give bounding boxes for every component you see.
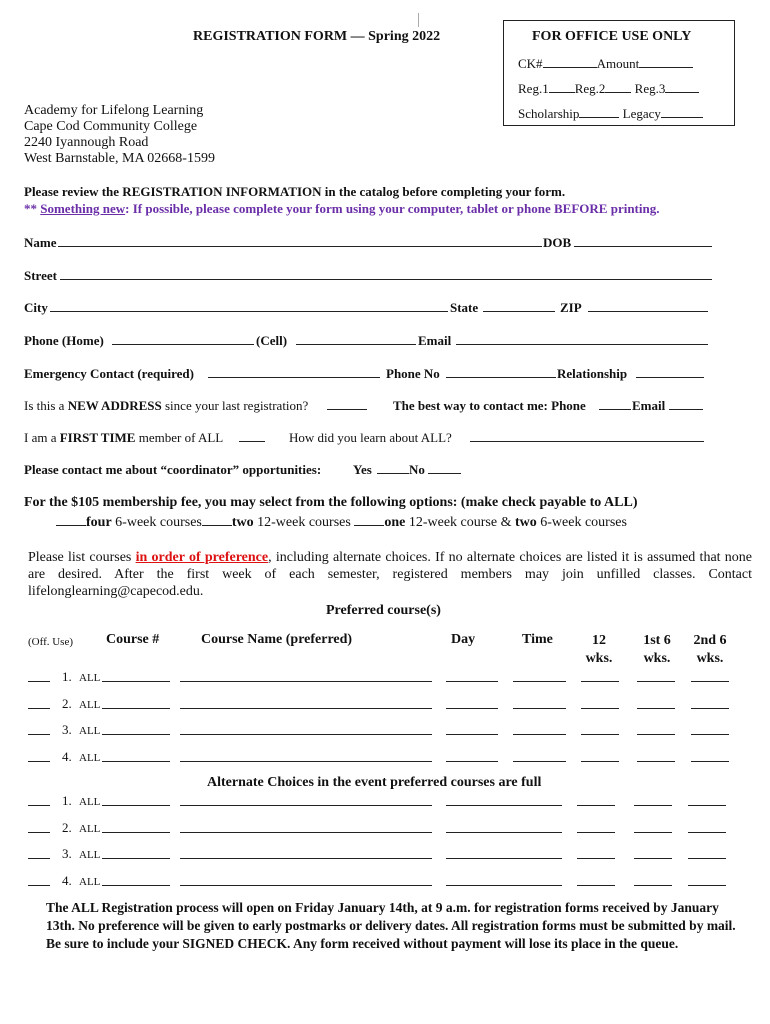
day-field[interactable] <box>446 805 498 806</box>
new-address-question: Is this a NEW ADDRESS since your last registration? <box>24 398 309 413</box>
twelve-week-field[interactable] <box>581 681 619 682</box>
table-row <box>0 695 770 715</box>
new-address-field[interactable] <box>327 409 367 410</box>
course-number-field[interactable] <box>102 681 170 682</box>
office-ck-line: CK# Amount <box>518 55 693 72</box>
second-six-week-field[interactable] <box>691 761 729 762</box>
course-prefix: ALL <box>79 751 101 764</box>
row-number: 2. <box>62 819 72 835</box>
course-name-field[interactable] <box>180 885 432 886</box>
cell-label: (Cell) <box>256 333 288 348</box>
col-time-header: Time <box>522 632 553 647</box>
office-use-field[interactable] <box>28 858 50 859</box>
first-six-week-field[interactable] <box>634 858 672 859</box>
day-field[interactable] <box>446 734 498 735</box>
option-two-field[interactable] <box>202 513 232 526</box>
col-offuse-header: (Off. Use) <box>28 636 74 648</box>
col-12wks-header: 12 wks. <box>585 633 613 666</box>
option-four-field[interactable] <box>56 513 86 526</box>
row-number: 3. <box>62 722 72 737</box>
office-use-field[interactable] <box>28 805 50 806</box>
first-time-question: I am a FIRST TIME member of ALL <box>24 430 224 445</box>
org-line: Cape Cod Community College <box>24 119 198 134</box>
second-six-week-field[interactable] <box>688 885 726 886</box>
course-name-field[interactable] <box>180 708 432 709</box>
coordinator-no-field[interactable] <box>428 473 461 474</box>
course-prefix: ALL <box>79 698 101 711</box>
best-contact-email-field[interactable] <box>669 409 703 410</box>
option-one-field[interactable] <box>354 513 384 526</box>
table-row <box>0 819 770 839</box>
course-name-field[interactable] <box>180 858 432 859</box>
review-notice: Please review the REGISTRATION INFORMATION in the catalog before completing your form. <box>24 184 566 199</box>
learn-about-question: How did you learn about ALL? <box>289 430 452 445</box>
table-row <box>0 792 770 812</box>
emergency-phone-field[interactable] <box>446 377 556 378</box>
best-contact-email-label: Email <box>632 398 666 413</box>
coordinator-question: Please contact me about “coordinator” opportunities: <box>24 462 322 477</box>
first-six-week-field[interactable] <box>637 708 675 709</box>
office-use-field[interactable] <box>28 708 50 709</box>
col-2nd6-header: 2nd 6 wks. <box>693 633 727 666</box>
row-number: 4. <box>62 872 72 888</box>
day-field[interactable] <box>446 761 498 762</box>
org-line: 2240 Iyannough Road <box>24 135 149 150</box>
table-row <box>0 748 770 768</box>
membership-options: four 6-week courses two 12-week courses one 12-week course & two 6-week courses <box>56 513 627 531</box>
first-six-week-field[interactable] <box>634 805 672 806</box>
time-field[interactable] <box>513 734 566 735</box>
email-field[interactable] <box>456 344 708 345</box>
office-use-box <box>503 20 735 126</box>
org-line: West Barnstable, MA 02668-1599 <box>24 151 215 166</box>
row-number: 3. <box>62 846 72 861</box>
time-field[interactable] <box>494 805 562 806</box>
table-row <box>0 721 770 741</box>
coordinator-no-label: No <box>409 462 425 477</box>
something-new-notice: ** Something new: If possible, please complete your form using your computer, tablet or phone BEFORE printing. <box>24 201 660 216</box>
day-field[interactable] <box>446 858 498 859</box>
first-six-week-field[interactable] <box>637 734 675 735</box>
scan-mark <box>418 13 419 27</box>
course-prefix: ALL <box>79 796 101 808</box>
zip-field[interactable] <box>588 311 708 312</box>
table-row <box>0 668 770 688</box>
col-name-header: Course Name (preferred) <box>201 632 353 647</box>
second-six-week-field[interactable] <box>691 681 729 682</box>
preferred-courses-title: Preferred course(s) <box>326 603 441 618</box>
col-day-header: Day <box>451 632 476 647</box>
name-field[interactable] <box>58 246 542 247</box>
course-number-field[interactable] <box>102 761 170 762</box>
city-field[interactable] <box>50 311 448 312</box>
best-contact-phone-field[interactable] <box>599 409 631 410</box>
col-1st6-header: 1st 6 wks. <box>643 633 671 666</box>
relationship-label: Relationship <box>557 366 628 381</box>
twelve-week-field[interactable] <box>581 708 619 709</box>
time-field[interactable] <box>513 708 566 709</box>
street-label: Street <box>24 268 57 283</box>
phone-no-label: Phone No <box>386 366 440 381</box>
twelve-week-field[interactable] <box>577 832 615 833</box>
course-name-field[interactable] <box>180 681 432 682</box>
second-six-week-field[interactable] <box>688 832 726 833</box>
alternate-choices-title: Alternate Choices in the event preferred courses are full <box>207 775 542 790</box>
twelve-week-field[interactable] <box>581 734 619 735</box>
emergency-contact-field[interactable] <box>208 377 380 378</box>
time-field[interactable] <box>494 858 562 859</box>
twelve-week-field[interactable] <box>577 858 615 859</box>
first-six-week-field[interactable] <box>637 761 675 762</box>
office-scholarship-line: Scholarship Legacy <box>518 105 703 122</box>
time-field[interactable] <box>494 832 562 833</box>
office-use-field[interactable] <box>28 885 50 886</box>
twelve-week-field[interactable] <box>581 761 619 762</box>
course-prefix: ALL <box>79 672 101 684</box>
cell-field[interactable] <box>296 344 416 345</box>
time-field[interactable] <box>513 761 566 762</box>
table-row <box>0 845 770 865</box>
first-time-field[interactable] <box>239 441 265 442</box>
registration-footer-notice: The ALL Registration process will open on Friday January 14th, at 9 a.m. for registration forms received by January 13th. No preference will be given to early postmarks or delivery dates. All registration forms must be submitted by mail. Be sure to include your SIGNED CHECK. Any form received without payment will lose its place in the queue. <box>46 900 736 951</box>
course-number-field[interactable] <box>102 885 170 886</box>
second-six-week-field[interactable] <box>688 858 726 859</box>
membership-fee-heading: For the $105 membership fee, you may select from the following options: (make check payable to ALL) <box>24 495 638 510</box>
office-use-field[interactable] <box>28 832 50 833</box>
office-use-title: FOR OFFICE USE ONLY <box>532 29 692 44</box>
street-field[interactable] <box>60 279 712 280</box>
day-field[interactable] <box>446 708 498 709</box>
office-use-field[interactable] <box>28 761 50 762</box>
twelve-week-field[interactable] <box>577 805 615 806</box>
second-six-week-field[interactable] <box>691 708 729 709</box>
row-number: 4. <box>62 748 72 764</box>
best-contact-label: The best way to contact me: Phone <box>393 398 586 413</box>
emergency-contact-label: Emergency Contact (required) <box>24 366 194 381</box>
course-number-field[interactable] <box>102 832 170 833</box>
state-field[interactable] <box>483 311 555 312</box>
name-label: Name <box>24 235 57 250</box>
time-field[interactable] <box>513 681 566 682</box>
dob-field[interactable] <box>574 246 712 247</box>
org-address <box>24 103 215 167</box>
phone-home-label: Phone (Home) <box>24 333 104 348</box>
course-name-field[interactable] <box>180 805 432 806</box>
course-prefix: ALL <box>79 725 101 737</box>
course-name-field[interactable] <box>180 734 432 735</box>
course-number-field[interactable] <box>102 858 170 859</box>
dob-label: DOB <box>543 235 572 250</box>
form-title: REGISTRATION FORM — Spring 2022 <box>193 29 441 44</box>
course-prefix: ALL <box>79 849 101 861</box>
second-six-week-field[interactable] <box>688 805 726 806</box>
row-number: 1. <box>62 793 72 808</box>
course-name-field[interactable] <box>180 832 432 833</box>
state-label: State <box>450 300 479 315</box>
city-label: City <box>24 300 48 315</box>
office-use-field[interactable] <box>28 681 50 682</box>
zip-label: ZIP <box>560 300 582 315</box>
day-field[interactable] <box>446 681 498 682</box>
course-number-field[interactable] <box>102 708 170 709</box>
day-field[interactable] <box>446 885 498 886</box>
office-reg-line: Reg.1 Reg.2 Reg.3 <box>518 80 699 97</box>
coordinator-yes-label: Yes <box>353 462 372 477</box>
course-number-field[interactable] <box>102 734 170 735</box>
time-field[interactable] <box>494 885 562 886</box>
course-prefix: ALL <box>79 875 101 888</box>
email-label: Email <box>418 333 452 348</box>
course-instructions: Please list courses in order of preference, including alternate choices. If no alternate choices are listed it is assumed that none are desired. After the first week of each semester, registered members may join unfilled classes. Contact lifelonglearning@capecod.edu. <box>28 550 753 599</box>
first-six-week-field[interactable] <box>637 681 675 682</box>
row-number: 2. <box>62 695 72 711</box>
relationship-field[interactable] <box>636 377 704 378</box>
course-number-field[interactable] <box>102 805 170 806</box>
course-prefix: ALL <box>79 822 101 835</box>
first-six-week-field[interactable] <box>634 885 672 886</box>
row-number: 1. <box>62 669 72 684</box>
office-use-field[interactable] <box>28 734 50 735</box>
phone-home-field[interactable] <box>112 344 254 345</box>
first-six-week-field[interactable] <box>634 832 672 833</box>
course-name-field[interactable] <box>180 761 432 762</box>
twelve-week-field[interactable] <box>577 885 615 886</box>
day-field[interactable] <box>446 832 498 833</box>
org-line: Academy for Lifelong Learning <box>24 103 204 118</box>
coordinator-yes-field[interactable] <box>377 473 409 474</box>
learn-about-field[interactable] <box>470 441 704 442</box>
table-row <box>0 872 770 892</box>
second-six-week-field[interactable] <box>691 734 729 735</box>
col-course-header: Course # <box>106 632 160 647</box>
